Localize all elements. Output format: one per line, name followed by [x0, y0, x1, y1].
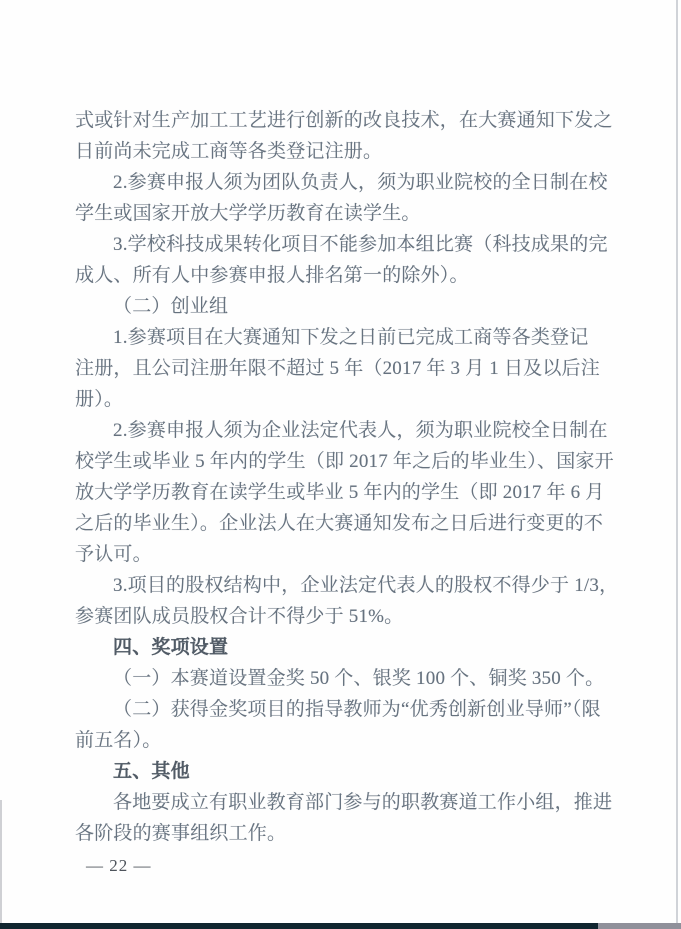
text-line: 3.项目的股权结构中，企业法定代表人的股权不得少于 1/3，: [113, 575, 619, 596]
subsection-heading-startup-group: （二）创业组: [113, 296, 229, 317]
section-heading-other: 五、其他: [113, 761, 190, 782]
text-line: 放大学学历教育在读学生或毕业 5 年内的学生（即 2017 年 6 月: [75, 482, 605, 503]
text-line: 2.参赛申报人须为团队负责人，须为职业院校的全日制在校: [113, 172, 608, 193]
text-line: 式或针对生产加工工艺进行创新的改良技术，在大赛通知下发之: [75, 110, 613, 131]
text-line: 学生或国家开放大学学历教育在读学生。: [75, 203, 421, 224]
text-line: 日前尚未完成工商等各类登记注册。: [75, 141, 383, 162]
text-line: （一）本赛道设置金奖 50 个、银奖 100 个、铜奖 350 个。: [113, 668, 605, 689]
scan-edge-band-gray-segment: [598, 923, 681, 929]
page-number: — 22 —: [86, 856, 152, 875]
document-text-block: [75, 105, 620, 849]
section-heading-awards: 四、奖项设置: [113, 637, 229, 658]
text-line: 各阶段的赛事组织工作。: [75, 823, 287, 844]
scan-edge-band-dark-segment: [0, 923, 598, 929]
text-line: 册）。: [75, 389, 124, 410]
text-line: 各地要成立有职业教育部门参与的职教赛道工作小组，推进: [113, 792, 613, 813]
text-line: 1.参赛项目在大赛通知下发之日前已完成工商等各类登记: [113, 327, 589, 348]
text-line: （二）获得金奖项目的指导教师为“优秀创新创业导师”（限: [113, 699, 601, 720]
text-line: 成人、所有人中参赛申报人排名第一的除外）。: [75, 265, 469, 286]
text-line: 参赛团队成员股权合计不得少于 51%。: [75, 606, 404, 627]
scan-edge-line-left: [0, 800, 2, 923]
text-line: 予认可。: [75, 544, 152, 565]
text-line: 校学生或毕业 5 年内的学生（即 2017 年之后的毕业生）、国家开: [75, 451, 614, 472]
text-line: 之后的毕业生）。企业法人在大赛通知发布之日后进行变更的不: [75, 513, 604, 534]
scan-edge-line-right: [676, 0, 678, 923]
text-line: 3.学校科技成果转化项目不能参加本组比赛（科技成果的完: [113, 234, 608, 255]
text-line: 前五名）。: [75, 730, 162, 751]
scan-edge-band-bottom: [0, 923, 681, 929]
text-line: 注册，且公司注册年限不超过 5 年（2017 年 3 月 1 日及以后注: [75, 358, 600, 379]
text-line: 2.参赛申报人须为企业法定代表人，须为职业院校全日制在: [113, 420, 608, 441]
